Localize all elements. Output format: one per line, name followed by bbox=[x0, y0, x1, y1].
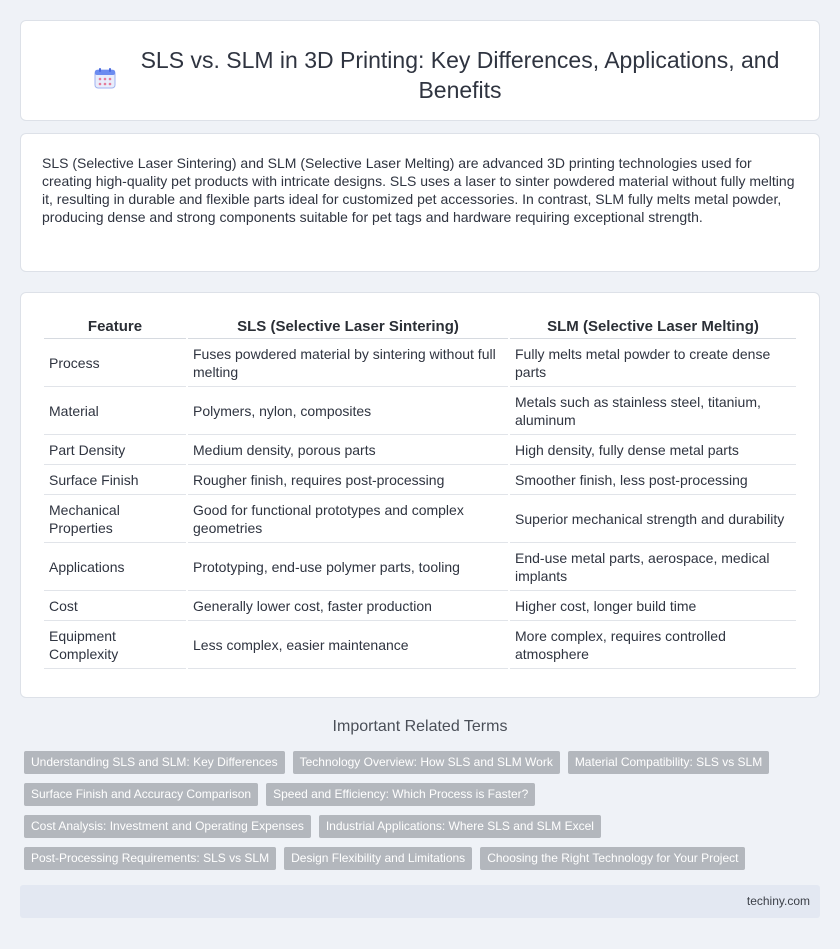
slm-cell: High density, fully dense metal parts bbox=[510, 435, 796, 465]
table-row bbox=[44, 591, 796, 621]
slm-cell: Smoother finish, less post-processing bbox=[510, 465, 796, 495]
table-row bbox=[44, 543, 796, 591]
related-term-tag[interactable]: Post-Processing Requirements: SLS vs SLM bbox=[24, 847, 276, 870]
related-term-tag[interactable]: Speed and Efficiency: Which Process is Faster? bbox=[266, 783, 535, 806]
slm-cell: Fully melts metal powder to create dense parts bbox=[510, 339, 796, 387]
table-row bbox=[44, 495, 796, 543]
sls-cell: Polymers, nylon, composites bbox=[188, 387, 508, 435]
sls-cell: Prototyping, end-use polymer parts, tooling bbox=[188, 543, 508, 591]
footer-site-link[interactable]: techiny.com bbox=[746, 894, 810, 908]
related-term-tag[interactable]: Surface Finish and Accuracy Comparison bbox=[24, 783, 258, 806]
feature-cell: Equipment Complexity bbox=[44, 621, 186, 669]
table-header-row bbox=[44, 315, 796, 339]
column-header-feature: Feature bbox=[44, 315, 186, 339]
sls-cell: Generally lower cost, faster production bbox=[188, 591, 508, 621]
comparison-table-card bbox=[20, 292, 820, 698]
tag-row bbox=[24, 751, 804, 774]
comparison-table bbox=[42, 315, 798, 669]
footer bbox=[20, 885, 820, 918]
table-row bbox=[44, 621, 796, 669]
calendar-icon bbox=[94, 67, 116, 89]
related-term-tag[interactable]: Design Flexibility and Limitations bbox=[284, 847, 472, 870]
table-row bbox=[44, 465, 796, 495]
sls-cell: Rougher finish, requires post-processing bbox=[188, 465, 508, 495]
feature-cell: Process bbox=[44, 339, 186, 387]
table-row bbox=[44, 339, 796, 387]
title-card bbox=[20, 20, 820, 121]
related-term-tag[interactable]: Technology Overview: How SLS and SLM Work bbox=[293, 751, 560, 774]
column-header-sls: SLS (Selective Laser Sintering) bbox=[188, 315, 508, 339]
table-row bbox=[44, 435, 796, 465]
sls-cell: Medium density, porous parts bbox=[188, 435, 508, 465]
feature-cell: Part Density bbox=[44, 435, 186, 465]
tag-row bbox=[24, 783, 804, 806]
related-terms-heading: Important Related Terms bbox=[332, 718, 508, 735]
slm-cell: Metals such as stainless steel, titanium, aluminum bbox=[510, 387, 796, 435]
feature-cell: Material bbox=[44, 387, 186, 435]
feature-cell: Cost bbox=[44, 591, 186, 621]
sls-cell: Less complex, easier maintenance bbox=[188, 621, 508, 669]
sls-cell: Fuses powdered material by sintering without full melting bbox=[188, 339, 508, 387]
column-header-slm: SLM (Selective Laser Melting) bbox=[510, 315, 796, 339]
slm-cell: Superior mechanical strength and durability bbox=[510, 495, 796, 543]
intro-card bbox=[20, 133, 820, 272]
table-row bbox=[44, 387, 796, 435]
tag-row bbox=[24, 847, 804, 870]
slm-cell: End-use metal parts, aerospace, medical implants bbox=[510, 543, 796, 591]
slm-cell: More complex, requires controlled atmosphere bbox=[510, 621, 796, 669]
related-term-tag[interactable]: Cost Analysis: Investment and Operating Expenses bbox=[24, 815, 311, 838]
related-term-tag[interactable]: Choosing the Right Technology for Your Project bbox=[480, 847, 745, 870]
related-term-tag[interactable]: Industrial Applications: Where SLS and SLM Excel bbox=[319, 815, 601, 838]
intro-paragraph: SLS (Selective Laser Sintering) and SLM (Selective Laser Melting) are advanced 3D printing technologies used for creating high-quality pet products with intricate designs. SLS uses a laser to sinter powdered material without fully melting it, resulting in durable and flexible parts ideal for customized pet accessories. In contrast, SLM fully melts metal powder, producing dense and strong components suitable for pet tags and hardware requiring exceptional strength. bbox=[42, 155, 795, 225]
page-title: SLS vs. SLM in 3D Printing: Key Differences, Applications, and Benefits bbox=[140, 47, 780, 103]
related-term-tag[interactable]: Understanding SLS and SLM: Key Differences bbox=[24, 751, 285, 774]
feature-cell: Surface Finish bbox=[44, 465, 186, 495]
tag-row bbox=[24, 815, 804, 838]
related-terms-list bbox=[24, 751, 804, 879]
sls-cell: Good for functional prototypes and complex geometries bbox=[188, 495, 508, 543]
related-term-tag[interactable]: Material Compatibility: SLS vs SLM bbox=[568, 751, 769, 774]
slm-cell: Higher cost, longer build time bbox=[510, 591, 796, 621]
feature-cell: Mechanical Properties bbox=[44, 495, 186, 543]
feature-cell: Applications bbox=[44, 543, 186, 591]
